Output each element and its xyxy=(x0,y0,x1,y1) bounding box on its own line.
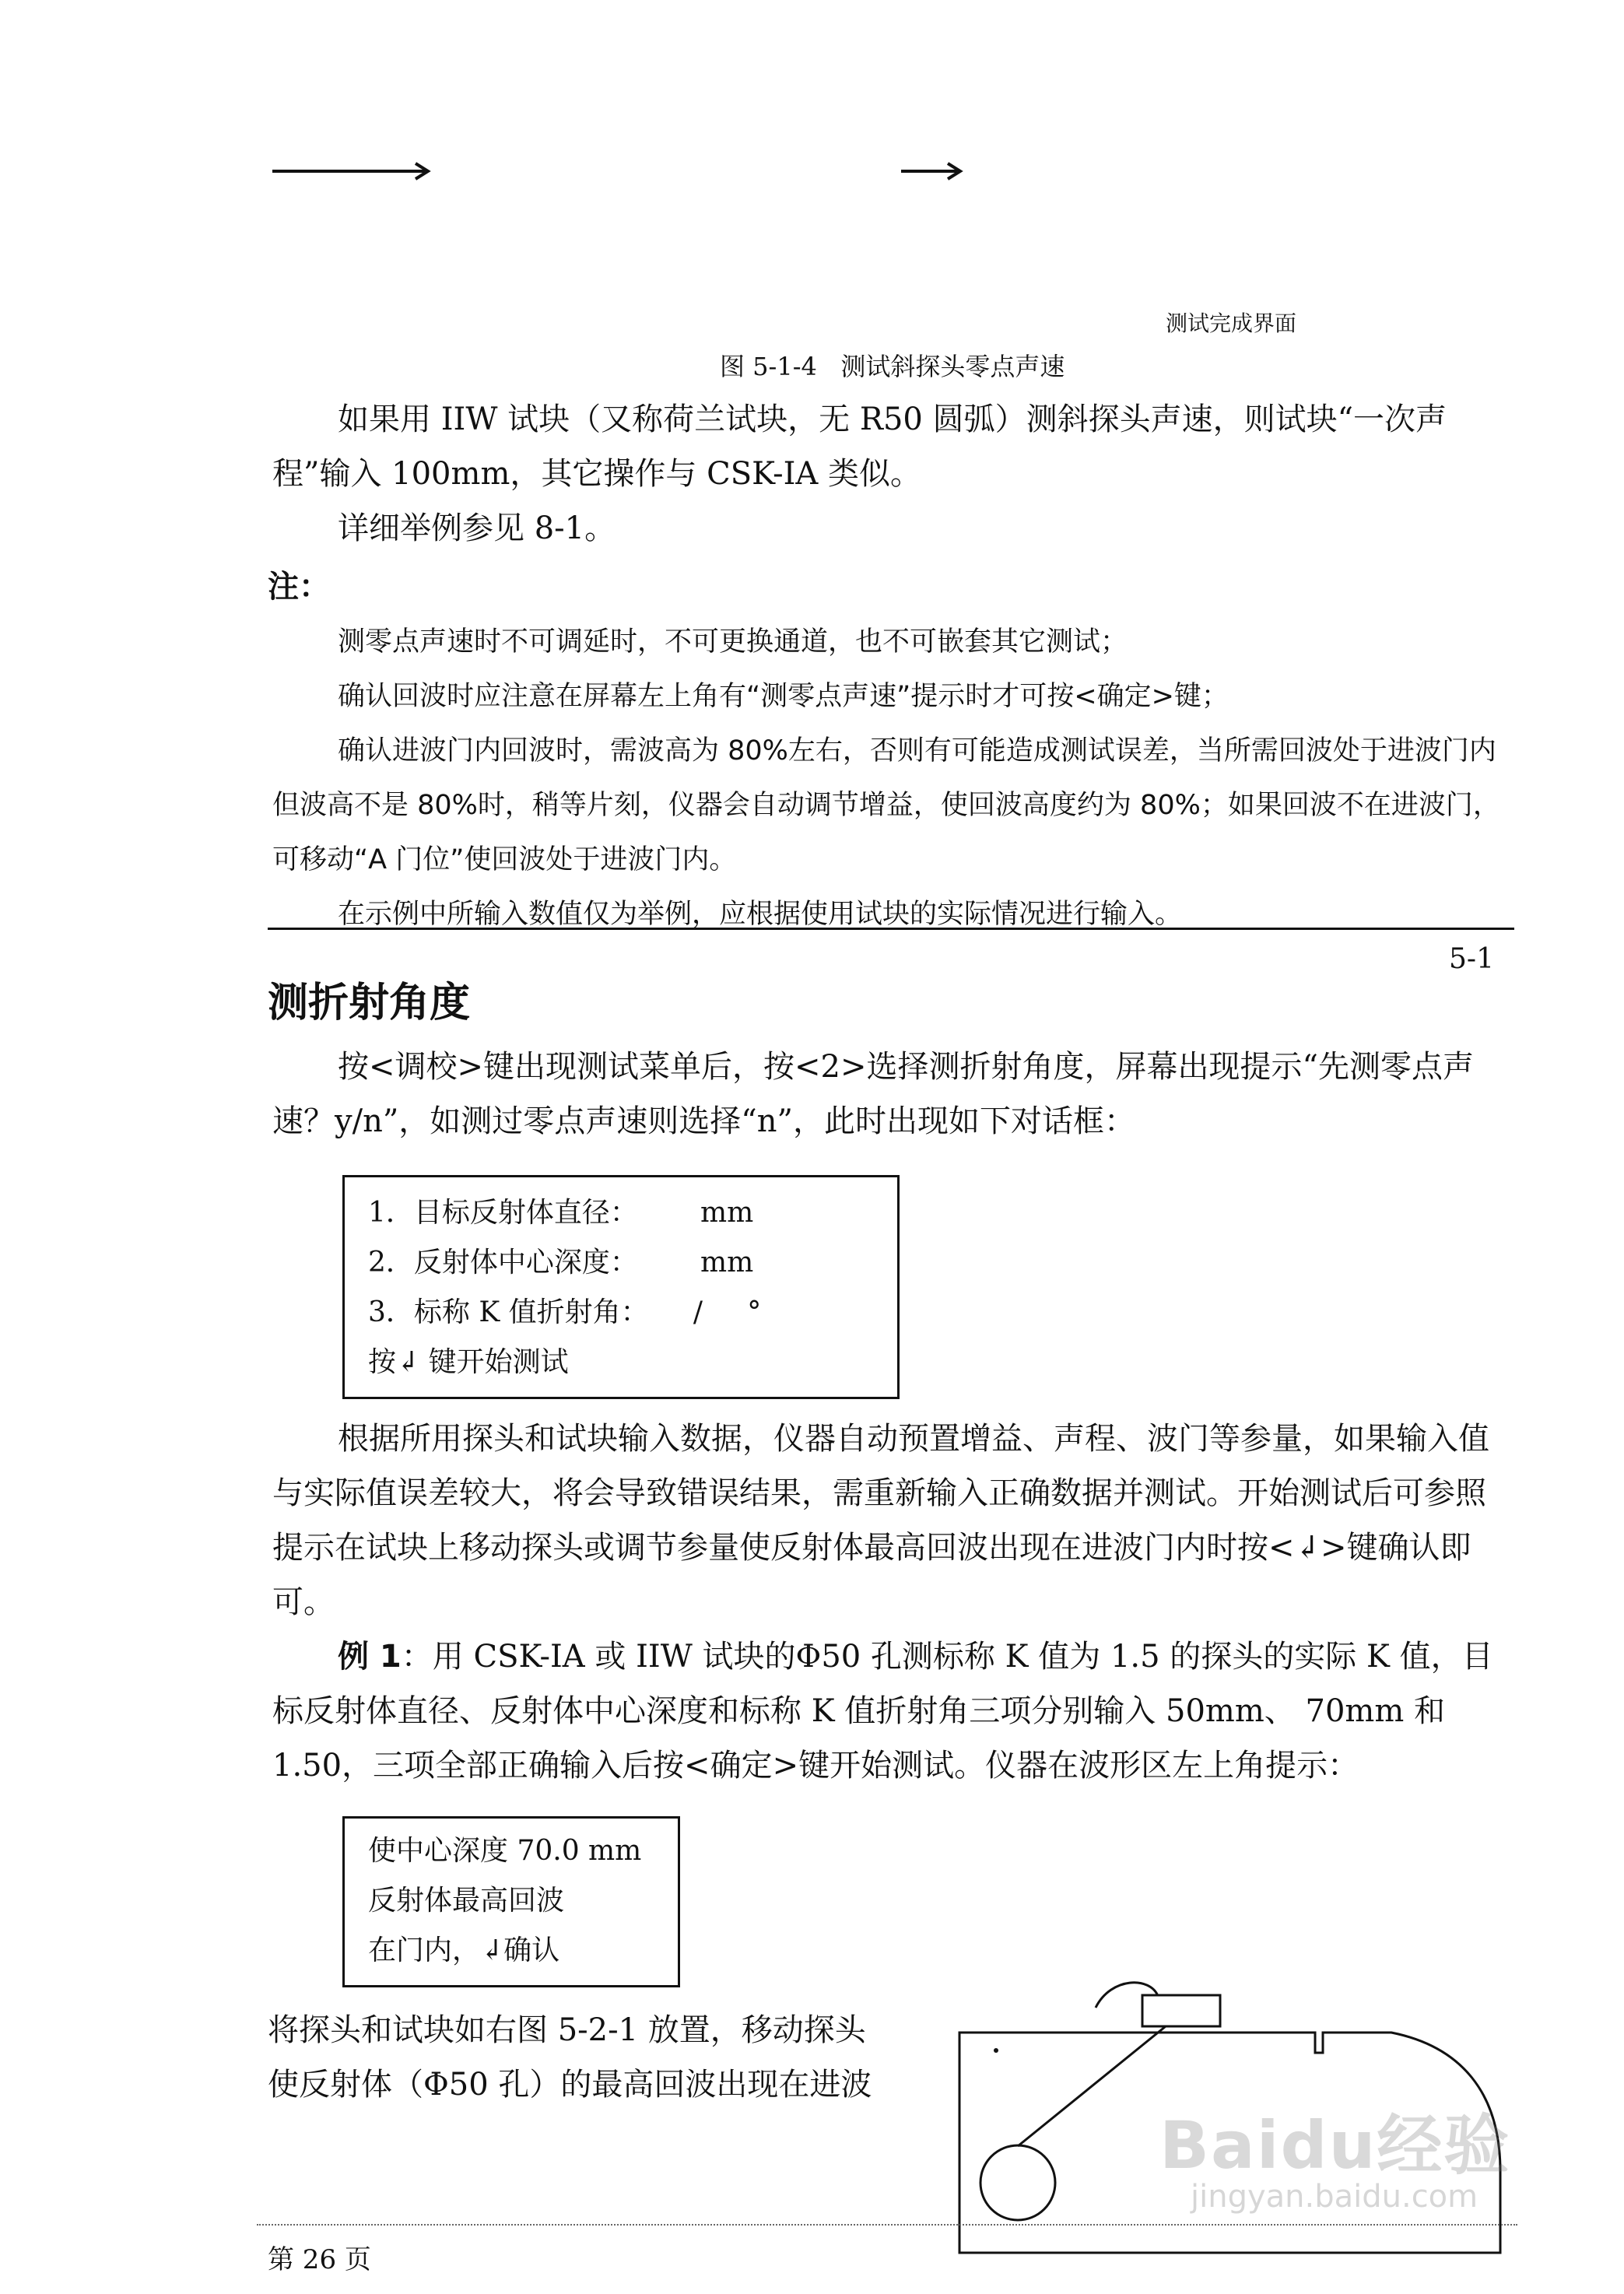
note-item: 测零点声速时不可调延时，不可更换通道，也不可嵌套其它测试； xyxy=(338,626,1128,658)
dialog-line: 2．反射体中心深度： mm xyxy=(368,1247,754,1279)
beam-path xyxy=(1018,2026,1166,2146)
paragraph: 按<调校>键出现测试菜单后，按<2>选择测折射角度，屏幕出现提示“先测零点声速？y/n”，如测过零点声速则选择“n”，此时出现如下对话框： xyxy=(272,1049,1474,1139)
paragraph: 根据所用探头和试块输入数据，仪器自动预置增益、声程、波门等参量，如果输入值与实际值误差较大，将会导致错误结果，需重新输入正确数据并测试。开始测试后可参照提示在试块上移动探头或调节参量使反射体最高回波出现在进波门内时按<↲>键确认即可。 xyxy=(272,1421,1489,1620)
section-number: 5-1 xyxy=(1449,943,1494,975)
prompt-line: 在门内，↲确认 xyxy=(368,1934,560,1966)
note-heading: 注： xyxy=(268,569,330,605)
paragraph: 将探头和试块如右图 5-2-1 放置，移动探头使反射体（Φ50 孔）的最高回波出现在进波 xyxy=(268,2012,872,2103)
arrow-right-icon xyxy=(272,156,436,187)
prompt-box xyxy=(342,1816,680,1987)
paragraph xyxy=(272,1629,1514,1793)
page-number: 第 26 页 xyxy=(268,2244,371,2275)
watermark-logo: Baidu经验 xyxy=(1159,2107,1511,2184)
section-title: 测折射角度 xyxy=(268,980,471,1026)
figure-subcaption: 测试完成界面 xyxy=(1166,310,1297,336)
reflector-hole xyxy=(980,2145,1055,2220)
section-divider xyxy=(268,928,1514,930)
arrow-right-icon xyxy=(901,156,963,187)
prompt-line: 使中心深度 70.0 mm xyxy=(368,1835,642,1867)
dialog-line: 3．标称 K 值折射角： / ° xyxy=(368,1296,762,1328)
note-item: 在示例中所输入数值仅为举例，应根据使用试块的实际情况进行输入。 xyxy=(338,899,1183,930)
note-item: 确认回波时应注意在屏幕左上角有“测零点声速”提示时才可按<确定>键； xyxy=(338,681,1229,712)
probe xyxy=(1142,1995,1220,2026)
footer-divider xyxy=(257,2224,1517,2226)
paragraph: 详细举例参见 8-1。 xyxy=(338,510,616,546)
note-item: 确认进波门内回波时，需波高为 80%左右，否则有可能造成测试误差，当所需回波处于进波门内但波高不是 80%时，稍等片刻，仪器会自动调节增益，使回波高度约为 80%；如果回波不在进波门，可移动“A 门位”使回波处于进波门内。 xyxy=(272,735,1500,875)
prompt-line: 反射体最高回波 xyxy=(368,1885,565,1917)
note-list xyxy=(272,615,1514,942)
watermark-url: jingyan.baidu.com xyxy=(1191,2179,1478,2215)
paragraph: 如果用 IIW 试块（又称荷兰试块，无 R50 圆弧）测斜探头声速，则试块“一次声程”输入 100mm，其它操作与 CSK-IA 类似。 xyxy=(272,402,1447,492)
dialog-line: 按↲ 键开始测试 xyxy=(368,1346,569,1378)
example-text: ：用 CSK-IA 或 IIW 试块的Φ50 孔测标称 K 值为 1.5 的探头的实际 K 值，目标反射体直径、反射体中心深度和标称 K 值折射角三项分别输入 50mm、 70mm 和 1.50，三项全部正确输入后按<确定>键开始测试。仪器在波形区左上角提示： xyxy=(272,1639,1493,1784)
figure-caption: 图 5-1-4 测试斜探头零点声速 xyxy=(720,352,1065,381)
dialog-line: 1．目标反射体直径： mm xyxy=(368,1197,754,1229)
example-label: 例 1 xyxy=(338,1639,402,1675)
dialog-box xyxy=(342,1175,900,1399)
